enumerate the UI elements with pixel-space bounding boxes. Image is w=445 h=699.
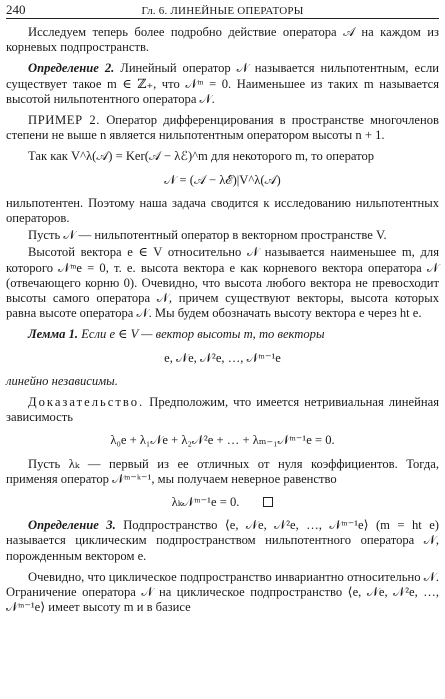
definition-3: [6, 518, 439, 564]
example-2-text: Оператор дифференцирования в пространстве многочленов степени не выше n является нильпотентным оператором высоты n + 1.: [6, 113, 439, 143]
definition-2-text: Линейный оператор 𝒩 называется нильпотентным, если существует такое m ∈ ℤ₊, что 𝒩ᵐ = 0. Наименьшее из таких m называется высотой нильпотентного оператора 𝒩.: [6, 61, 440, 106]
example-2-label: ПРИМЕР 2.: [28, 113, 101, 128]
definition-2-label: Определение 2.: [28, 61, 115, 76]
lemma-1: [6, 327, 439, 342]
intro-paragraph: Исследуем теперь более подробно действие оператора 𝒜 на каждом из корневых подпространств.: [6, 25, 439, 55]
formula-false-equality-text: λₖ𝒩ᵐ⁻¹e = 0.: [171, 495, 240, 510]
since-paragraph: Так как V^λ(𝒜) = Ker(𝒜 − λℰ)^m для некоторого m, то оператор: [28, 149, 375, 164]
formula-dependence: λ₀e + λ₁𝒩e + λ₂𝒩²e + … + λₘ₋₁𝒩ᵐ⁻¹e = 0.: [110, 433, 335, 448]
page: [6, 0, 439, 616]
lemma-1-text: Если e ∈ V — вектор высоты m, то векторы: [81, 327, 325, 342]
linearly-independent: [6, 374, 439, 389]
linearly-independent-text: линейно независимы.: [6, 373, 118, 388]
formula-restriction: 𝒩 = (𝒜 − λℰ)|V^λ(𝒜): [164, 172, 281, 187]
nilpotent-conclusion: нильпотентен. Поэтому наша задача сводится к исследованию нильпотентных операторов.: [6, 195, 439, 226]
height-definition: Высотой вектора e ∈ V относительно 𝒩 называется наименьшее m, для которого 𝒩ᵐe = 0, т. е. высота вектора e как корневого вектора оператора 𝒩 (отвечающего корню 0). Очевидно, что высота любого вектора не превосходит высоты самого оператора 𝒩, причем существуют векторы, высота которых равна высоте оператора 𝒩. Мы будем обозначать высоту вектора e через ht e.: [6, 245, 439, 321]
running-header: [6, 2, 439, 19]
let-lambda-k: Пусть λₖ — первый из ее отличных от нуля коэффициентов. Тогда, применяя оператор 𝒩ᵐ⁻ᵏ⁻¹, мы получаем неверное равенство: [6, 456, 439, 486]
definition-3-text: Подпространство ⟨e, 𝒩e, 𝒩²e, …, 𝒩ᵐ⁻¹e⟩ (m = ht e) называется циклическим подпространством нильпотентного оператора 𝒩, порожденным вектором e.: [6, 518, 439, 563]
page-number: 240: [6, 2, 26, 17]
formula-vectors: e, 𝒩e, 𝒩²e, …, 𝒩ᵐ⁻¹e: [164, 350, 281, 365]
lemma-1-label: Лемма 1.: [28, 327, 79, 342]
qed-square-icon: [263, 497, 273, 507]
formula-false-equality: [6, 495, 439, 510]
example-2: [6, 113, 439, 143]
let-n-paragraph: Пусть 𝒩 — нильпотентный оператор в векторном пространстве V.: [28, 228, 387, 243]
closing-paragraph: Очевидно, что циклическое подпространство инвариантно относительно 𝒩. Ограничение оператора 𝒩 на циклическое подпространство ⟨e, 𝒩e, 𝒩²e, …, 𝒩ᵐ⁻¹e⟩ имеет высоту m и в базисе: [6, 569, 439, 615]
proof-text: Предположим, что имеется нетривиальная линейная зависимость: [6, 395, 439, 425]
proof: [6, 395, 439, 425]
definition-3-label: Определение 3.: [28, 518, 116, 533]
definition-2: [6, 61, 439, 107]
running-title: Гл. 6. ЛИНЕЙНЫЕ ОПЕРАТОРЫ: [141, 5, 304, 17]
proof-label: Доказательство.: [28, 395, 145, 410]
